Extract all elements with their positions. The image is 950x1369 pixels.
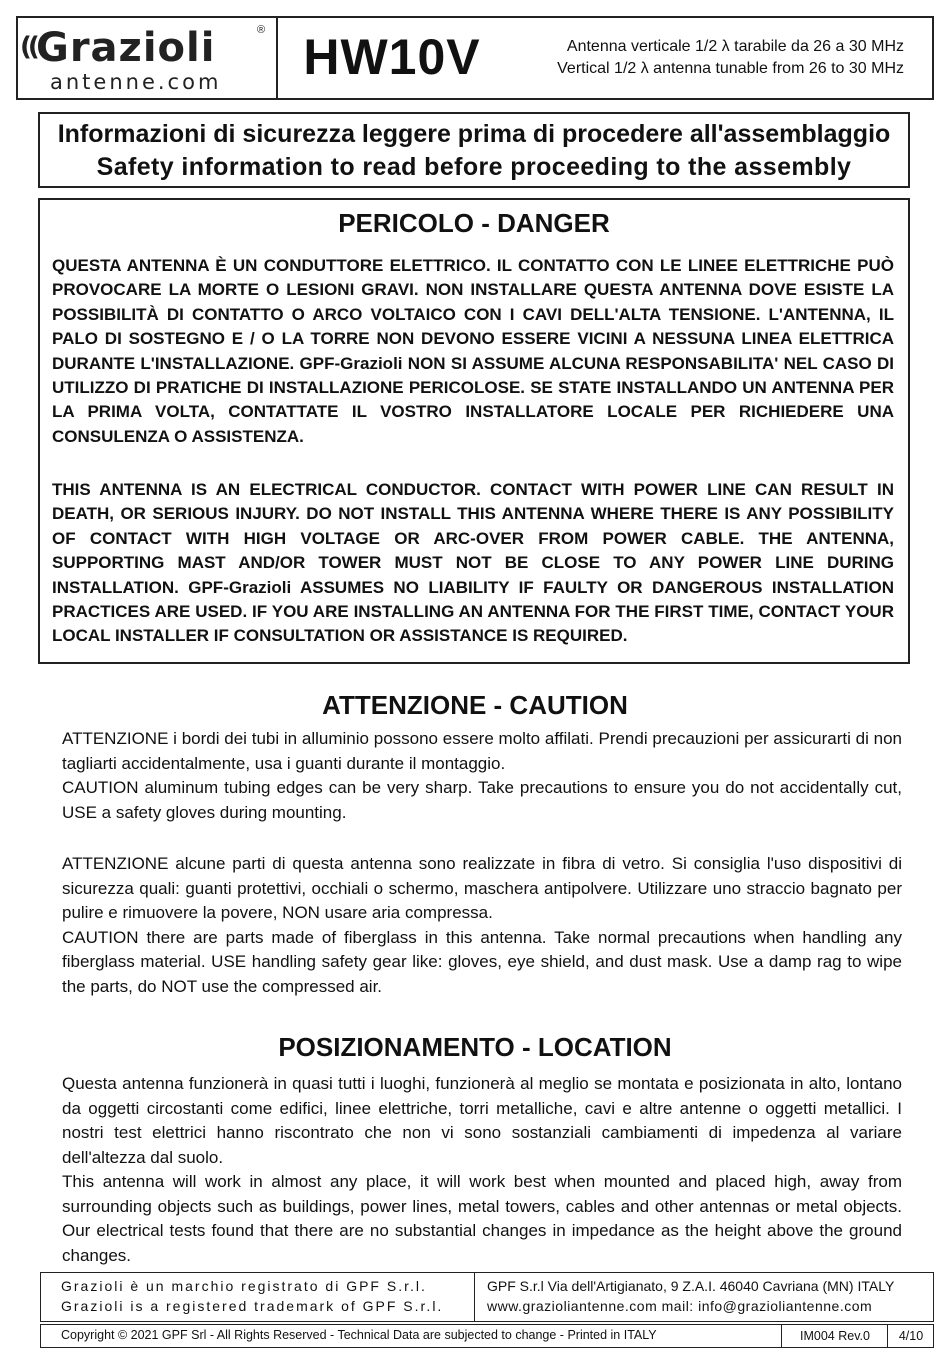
caution-fiberglass-english: CAUTION there are parts made of fiberglass in this antenna. Take normal precautions when handling any fiberglass material. USE handling safety gear like: gloves, eye shield, and dust mask. Use a damp rag to wipe the parts, do NOT use the compressed air. <box>62 927 902 996</box>
copyright-bar <box>40 1324 934 1348</box>
location-english: This antenna will work in almost any place, it will work best when mounted and placed high, away from surrounding objects such as buildings, power lines, metal towers, cables and other antennas or metal objects. Our electrical tests found that there are no substantial changes in impedance as the height above the ground changes. <box>62 1172 902 1265</box>
caution-aluminum-italian: ATTENZIONE i bordi dei tubi in alluminio possono essere molto affilati. Prendi precauzioni per assicurarti di non tagliarti accidentalmente, usa i guanti durante il montaggio. <box>62 729 902 773</box>
logo-wordmark: Grazioli <box>36 25 216 71</box>
safety-banner <box>38 112 910 188</box>
caution-block-1 <box>62 727 902 825</box>
danger-box <box>38 198 910 664</box>
trademark-english: Grazioli is a registered trademark of GPF S.r.l. <box>61 1298 444 1314</box>
registered-mark: ® <box>257 24 266 36</box>
description-english: Vertical 1/2 λ antenna tunable from 26 to 30 MHz <box>557 60 904 77</box>
model-cell <box>278 18 506 98</box>
caution-block-2 <box>62 852 902 999</box>
location-block <box>62 1072 902 1268</box>
location-italian: Questa antenna funzionerà in quasi tutti i luoghi, funzionerà al meglio se montata e posizionata in alto, lontano da oggetti circostanti come edifici, linee elettriche, torri metalliche, cavi e altre antenne o oggetti metallici. I nostri test elettrici hanno riscontrato che non vi sono sostanziali cambiamenti di impedenza al variare dell'altezza dal suolo. <box>62 1074 902 1167</box>
danger-text-italian: QUESTA ANTENNA È UN CONDUTTORE ELETTRICO. IL CONTATTO CON LE LINEE ELETTRICHE PUÒ PROVOCARE LA MORTE O LESIONI GRAVI. NON INSTALLARE QUESTA ANTENNA DOVE ESISTE LA POSSIBILITÀ DI CONTATTO O ARCO VOLTAICO CON I CAVI DELL'ALTA TENSIONE. L'ANTENNA, IL PALO DI SOSTEGNO E / O LA TORRE NON DEVONO ESSERE VICINI A NESSUNA LINEA ELETTRICA DURANTE L'INSTALLAZIONE. GPF-Grazioli NON SI ASSUME ALCUNA RESPONSABILITA' NEL CASO DI UTILIZZO DI PRATICHE DI INSTALLAZIONE PERICOLOSE. SE STATE INSTALLANDO UN ANTENNA PER LA PRIMA VOLTA, CONTATTATE IL VOSTRO INSTALLATORE LOCALE PER RICHIEDERE UNA CONSULENZA O ASSISTENZA. <box>52 256 894 446</box>
model-name: HW10V <box>303 29 481 85</box>
company-web-mail: www.grazioliantenne.com mail: info@grazioliantenne.com <box>487 1298 873 1314</box>
document-header <box>16 16 934 100</box>
caution-fiberglass-italian: ATTENZIONE alcune parti di questa antenna sono realizzate in fibra di vetro. Si consiglia l'uso dispositivi di sicurezza quali: guanti protettivi, occhiali o schermo, maschera antipolvere. Utilizzare uno straccio bagnato per pulire e rimuovere la povere, NON usare aria compressa. <box>62 854 902 922</box>
danger-text-english: THIS ANTENNA IS AN ELECTRICAL CONDUCTOR. CONTACT WITH POWER LINE CAN RESULT IN DEATH, OR SERIOUS INJURY. DO NOT INSTALL THIS ANTENNA WHERE THERE IS ANY POSSIBILITY OF CONTACT WITH HIGH VOLTAGE OR ARC-OVER FROM POWER CABLE. THE ANTENNA, SUPPORTING MAST AND/OR TOWER MUST NOT BE CLOSE TO ANY POWER LINE DURING INSTALLATION. GPF-Grazioli ASSUMES NO LIABILITY IF FAULTY OR DANGEROUS INSTALLATION PRACTICES ARE USED. IF YOU ARE INSTALLING AN ANTENNA FOR THE FIRST TIME, CONTACT YOUR LOCAL INSTALLER IF CONSULTATION OR ASSISTANCE IS REQUIRED. <box>52 480 894 646</box>
trademark-italian: Grazioli è un marchio registrato di GPF S.r.l. <box>61 1278 427 1294</box>
logo-subtitle: antenne.com <box>50 70 222 94</box>
safety-title-italian: Informazioni di sicurezza leggere prima di procedere all'assemblaggio <box>57 120 891 148</box>
safety-title-english: Safety information to read before proceeding to the assembly <box>96 153 852 181</box>
signal-waves-icon: (( <box>20 32 36 62</box>
product-description <box>506 18 934 98</box>
caution-aluminum-english: CAUTION aluminum tubing edges can be very sharp. Take precautions to ensure you do not accidentally cut, USE a safety gloves during mounting. <box>62 778 902 822</box>
page-number: 4/10 <box>887 1325 934 1347</box>
copyright-text: Copyright © 2021 GPF Srl - All Rights Reserved - Technical Data are subjected to change - Printed in ITALY <box>61 1328 657 1342</box>
logo <box>18 18 278 98</box>
company-address: GPF S.r.l Via dell'Artigianato, 9 Z.A.I. 46040 Cavriana (MN) ITALY <box>487 1278 895 1294</box>
trademark-cell <box>41 1273 475 1321</box>
location-title: POSIZIONAMENTO - LOCATION <box>278 1032 672 1062</box>
document-code: IM004 Rev.0 <box>781 1325 888 1347</box>
description-italian: Antenna verticale 1/2 λ tarabile da 26 a 30 MHz <box>566 38 904 55</box>
footer <box>40 1272 934 1322</box>
danger-title: PERICOLO - DANGER <box>338 208 610 238</box>
caution-title: ATTENZIONE - CAUTION <box>322 690 628 720</box>
